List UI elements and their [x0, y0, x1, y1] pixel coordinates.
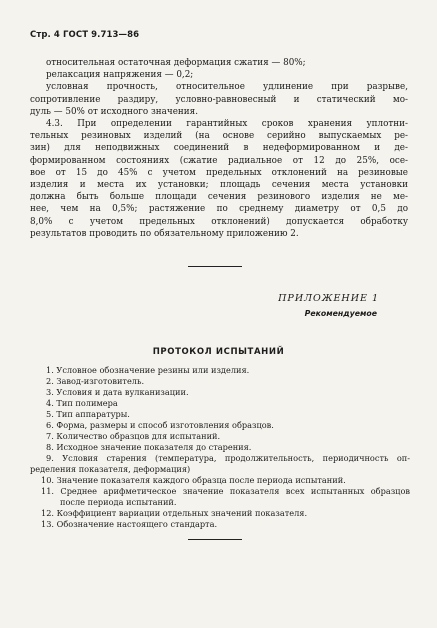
body-line: результатов проводить по обязательному приложению 2. — [30, 228, 299, 239]
list-item: 3. Условия и дата вулканизации. — [46, 387, 189, 397]
body-line: 4.3. При определении гарантийных сроков хранения уплотни- — [46, 119, 408, 130]
list-item: 12. Коэффициент вариации отдельных значений показателя. — [41, 508, 308, 518]
body-line: сопротивление раздиру, условно-равновесный и статический мо- — [30, 94, 408, 105]
list-item: 13. Обозначение настоящего стандарта. — [41, 519, 218, 529]
protocol-list — [30, 365, 410, 530]
list-item-continuation: после периода испытаний. — [60, 497, 177, 507]
body-line: дуль — 50% от исходного значения. — [30, 106, 198, 117]
body-line: условная прочность, относительное удлинение при разрыве, — [46, 82, 408, 93]
list-item: 1. Условное обозначение резины или изделия. — [46, 365, 250, 375]
list-item: 5. Тип аппаратуры. — [46, 409, 130, 419]
body-line: относительная остаточная деформация сжатия — 80%; — [46, 58, 306, 68]
list-item: 7. Количество образцов для испытаний. — [46, 431, 221, 441]
body-line: изделия и места их установки; площадь сечения места установки — [30, 180, 408, 191]
body-line: тельных резиновых изделий (на основе серийно выпускаемых ре- — [30, 131, 408, 142]
section-divider — [188, 266, 242, 267]
page-header: Стр. 4 ГОСТ 9.713—86 — [30, 30, 140, 40]
end-divider — [188, 539, 242, 540]
list-item: 6. Форма, размеры и способ изготовления образцов. — [46, 420, 274, 430]
body-line: релаксация напряжения — 0,2; — [46, 70, 194, 81]
list-item: 4. Тип полимера — [46, 398, 118, 408]
protocol-title: ПРОТОКОЛ ИСПЫТАНИЙ — [152, 347, 285, 357]
body-line: формированном состояниях (сжатие радиальное от 12 до 25%, осе- — [30, 155, 408, 166]
body-line: 8,0% с учетом предельных отклонений) допускается обработку — [30, 216, 408, 227]
body-text — [30, 57, 408, 240]
appendix-title: ПРИЛОЖЕНИЕ 1 — [278, 293, 379, 304]
list-item-continuation: ределения показателя, деформация) — [30, 464, 191, 474]
list-item: 8. Исходное значение показателя до старения. — [46, 442, 252, 452]
body-line: нее, чем на 0,5%; растяжение по среднему диаметру от 0,5 до — [30, 204, 408, 215]
appendix-subtitle: Рекомендуемое — [304, 309, 377, 318]
body-line: должна быть больше площади сечения резинового изделия не ме- — [30, 192, 408, 203]
body-line: вое от 15 до 45% с учетом предельных отклонений на резиновые — [30, 167, 408, 178]
list-item: 9. Условия старения (температура, продолжительность, периодичность оп- — [46, 453, 410, 463]
body-line: зин) для неподвижных соединений в недеформированном и де- — [30, 143, 408, 154]
list-item: 10. Значение показателя каждого образца после периода испытаний. — [41, 475, 346, 485]
list-item: 2. Завод-изготовитель. — [46, 376, 145, 386]
list-item: 11. Среднее арифметическое значение показателя всех испытанных образцов — [41, 486, 410, 496]
